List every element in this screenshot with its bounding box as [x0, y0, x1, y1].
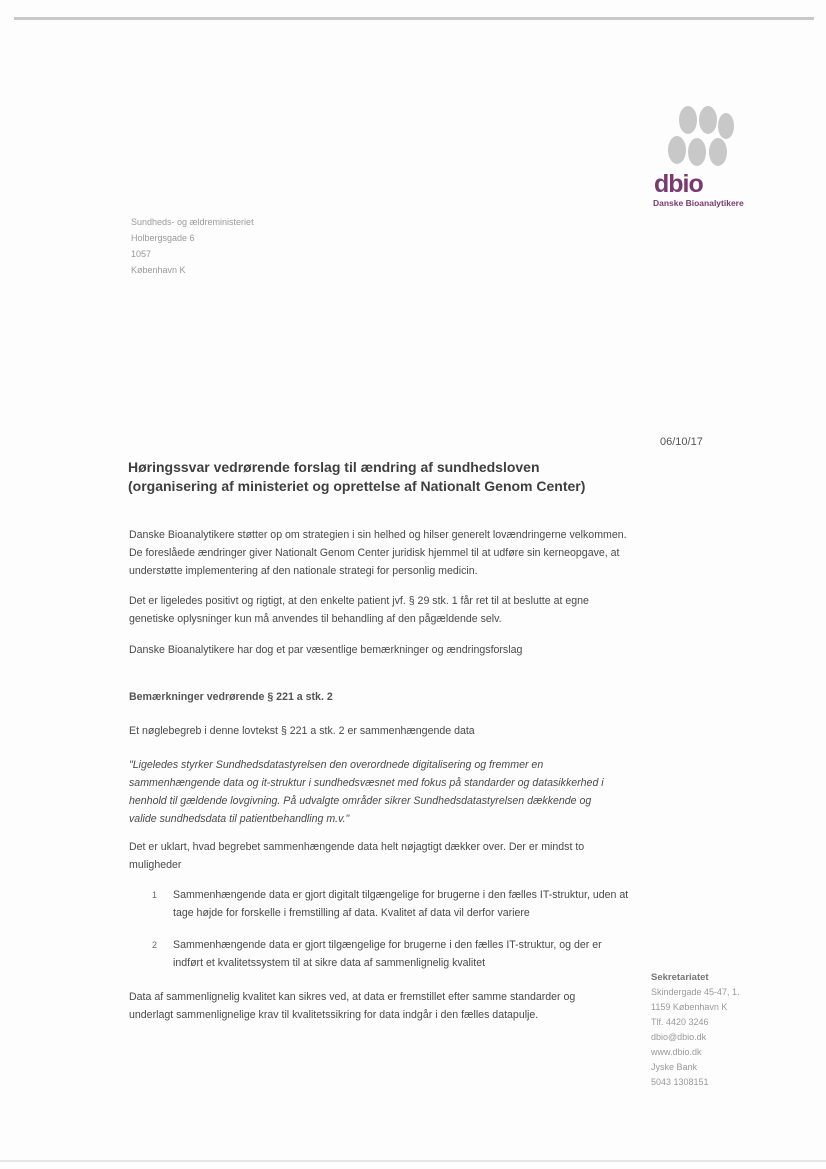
- paragraph-patient-rights: Det er ligeledes positivt og rigtigt, at den enkelte patient jvf. § 29 stk. 1 får ret til at beslutte at egne genetiske oplysninger kun må anvendes til behandling af den pågældende selv.: [129, 595, 589, 625]
- recipient-address: [131, 214, 254, 278]
- secretariat-line: Tlf. 4420 3246: [651, 1017, 709, 1027]
- secretariat-line: dbio@dbio.dk: [651, 1032, 707, 1042]
- paragraph-key-concept: Et nøglebegreb i denne lovtekst § 221 a stk. 2 er sammenhængende data: [129, 725, 475, 737]
- address-line: Sundheds- og ældreministeriet: [131, 217, 254, 227]
- list-number: 2: [152, 940, 158, 950]
- address-line: København K: [131, 265, 186, 275]
- address-line: 1057: [131, 249, 152, 259]
- paragraph-unclear: Det er uklart, hvad begrebet sammenhængende data helt nøjagtigt dækker over. Der er mindst to muligheder: [129, 841, 585, 871]
- top-scan-edge: [14, 17, 814, 20]
- secretariat-line: 5043 1308151: [651, 1077, 709, 1087]
- secretariat-line: Jyske Bank: [651, 1062, 698, 1072]
- paragraph-quality: Data af sammenlignelig kvalitet kan sikres ved, at data er fremstillet efter samme standarder og underlagt sammenlignelige krav til kvalitetssikring for data indgår i den fælles datapulje.: [129, 991, 576, 1021]
- secretariat-line: www.dbio.dk: [651, 1047, 702, 1057]
- paragraph-remarks-intro: Danske Bioanalytikere har dog et par væsentlige bemærkninger og ændringsforslag: [129, 644, 523, 656]
- secretariat-title: Sekretariatet: [651, 972, 709, 983]
- secretariat-line: Skindergade 45-47, 1.: [651, 987, 740, 997]
- logo-wordmark: dbio: [654, 170, 703, 198]
- title-line-2: (organisering af ministeriet og oprettelse af Nationalt Genom Center): [128, 478, 586, 494]
- list-item: Sammenhængende data er gjort tilgængelige for brugerne i den fælles IT-struktur, og der er indført et kvalitetssystem til at sikre data af sammenlignelig kvalitet: [173, 939, 602, 969]
- address-line: Holbergsgade 6: [131, 233, 195, 243]
- list-item: Sammenhængende data er gjort digitalt tilgængelige for brugerne i den fælles IT-struktur, uden at tage højde for forskelle i fremstilling af data. Kvalitet af data vil derfor variere: [173, 889, 629, 919]
- title-line-1: Høringssvar vedrørende forslag til ændring af sundhedsloven: [128, 459, 540, 475]
- list-number: 1: [152, 890, 158, 900]
- bottom-scan-edge: [0, 1160, 826, 1162]
- legal-quote: "Ligeledes styrker Sundhedsdatastyrelsen den overordnede digitalisering og fremmer en sammenhængende data og it-struktur i sundhedsvæsnet med fokus på standarder og datasikkerhed i henhold til gældende lovgivning. På udvalgte områder sikrer Sundhedsdatastyrelsen dækkende og valide sundhedsdata til patientbehandling m.v.": [129, 759, 604, 825]
- secretariat-info: [651, 970, 740, 1090]
- secretariat-line: 1159 København K: [651, 1002, 728, 1012]
- letter-title: [128, 458, 648, 496]
- letter-date: 06/10/17: [660, 436, 703, 448]
- logo-subtitle: Danske Bioanalytikere: [653, 198, 744, 208]
- paragraph-intro: Danske Bioanalytikere støtter op om strategien i sin helhed og hilser generelt lovændringerne velkommen. De foreslåede ændringer giver Nationalt Genom Center juridisk hjemmel til at udføre sin kerneopgave, at understøtte implementering af den nationale strategi for personlig medicin.: [129, 529, 627, 577]
- section-heading: Bemærkninger vedrørende § 221 a stk. 2: [129, 691, 333, 703]
